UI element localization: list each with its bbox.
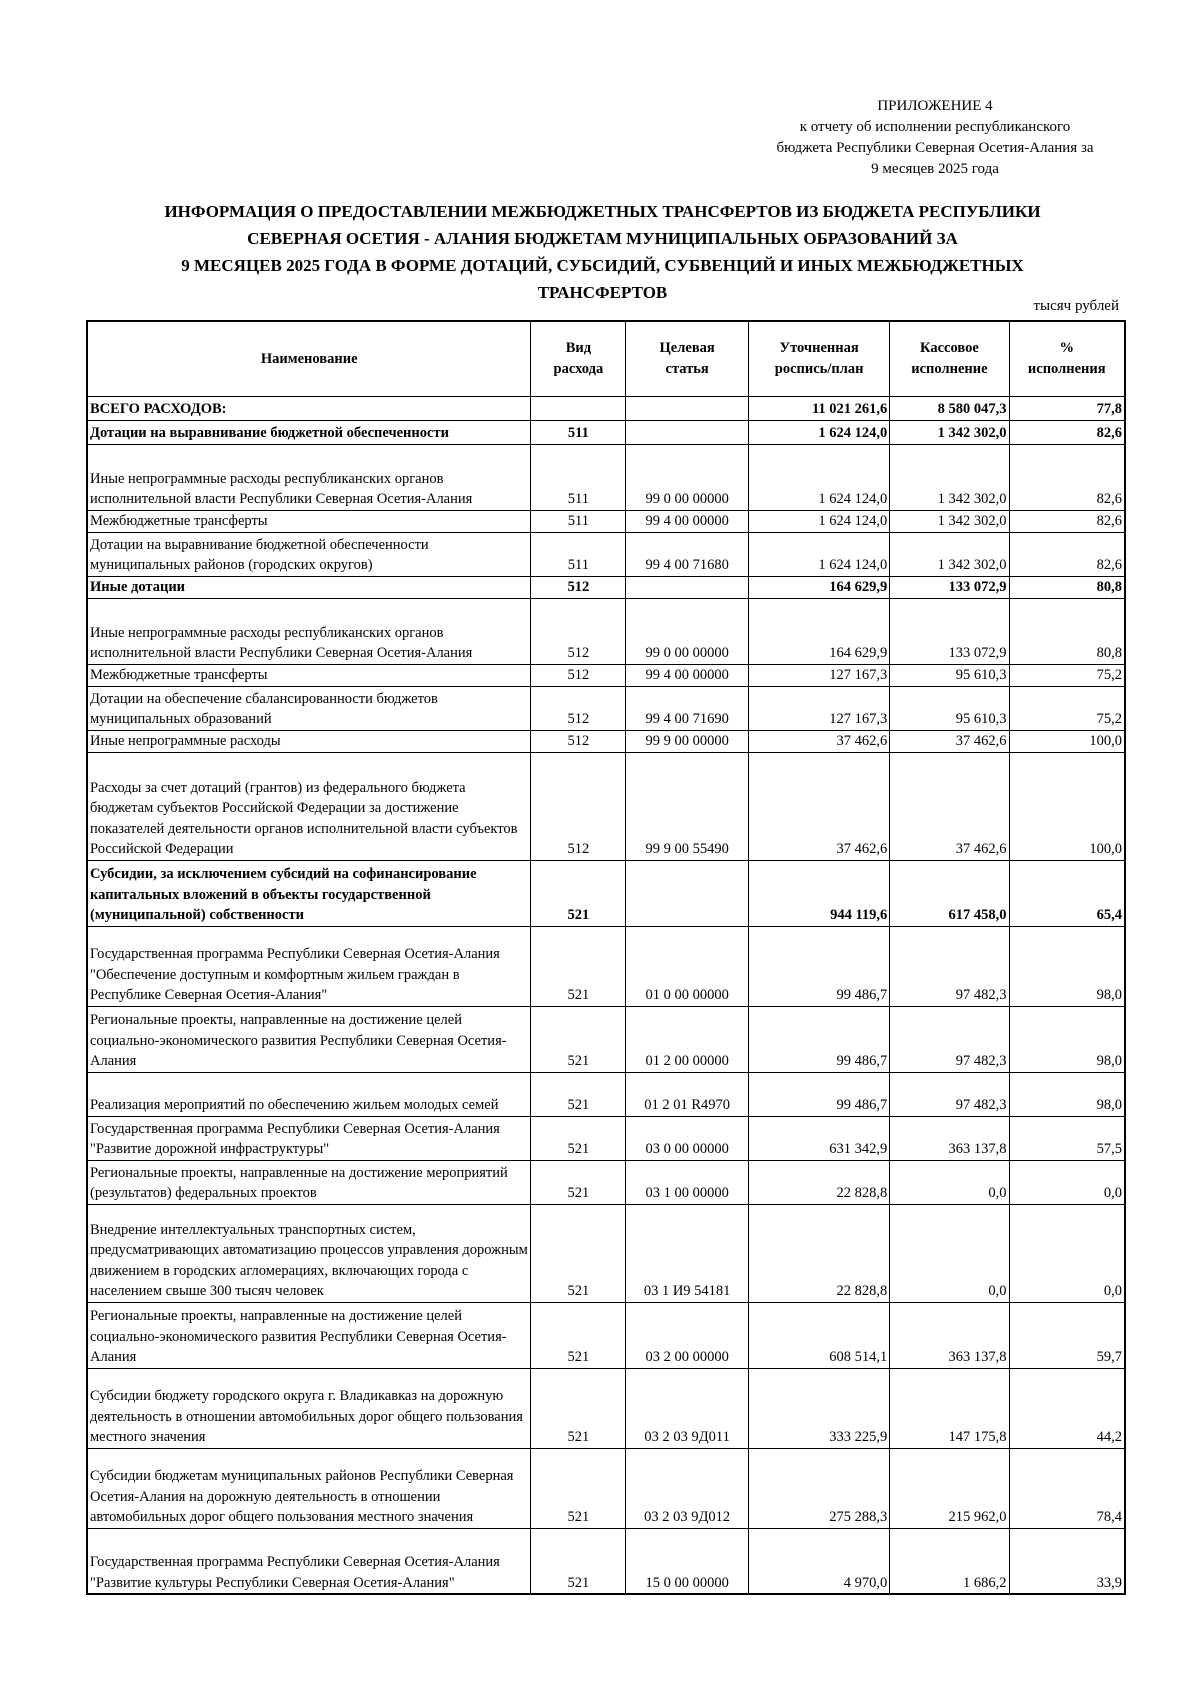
cell-pct: 33,9 xyxy=(1009,1528,1125,1594)
title-line: 9 МЕСЯЦЕВ 2025 ГОДА В ФОРМЕ ДОТАЦИЙ, СУБСИДИЙ, СУБВЕНЦИЙ И ИНЫХ МЕЖБЮДЖЕТНЫХ xyxy=(181,256,1024,275)
cell-name: Реализация мероприятий по обеспечению жильем молодых семей xyxy=(87,1072,531,1116)
table-row xyxy=(87,730,1125,752)
cell-name: Межбюджетные трансферты xyxy=(87,510,531,532)
cell-type: 512 xyxy=(531,686,626,730)
cell-article: 01 2 00 00000 xyxy=(626,1006,749,1072)
cell-name: Государственная программа Республики Северная Осетия-Алания "Развитие культуры Республики Северная Осетия-Алания" xyxy=(87,1528,531,1594)
cell-pct: 82,6 xyxy=(1009,510,1125,532)
table-row xyxy=(87,1448,1125,1528)
cell-plan: 164 629,9 xyxy=(748,576,889,598)
table-row xyxy=(87,1116,1125,1160)
table-row xyxy=(87,686,1125,730)
cell-pct: 100,0 xyxy=(1009,752,1125,860)
header-pct: % исполнения xyxy=(1009,321,1125,396)
header-exec: Кассовое исполнение xyxy=(890,321,1009,396)
cell-article: 99 4 00 00000 xyxy=(626,664,749,686)
cell-exec: 1 342 302,0 xyxy=(890,532,1009,576)
appendix-line: к отчету об исполнении республиканского xyxy=(799,119,1071,135)
cell-name: Субсидии бюджетам муниципальных районов Республики Северная Осетия-Алания на дорожную деятельность в отношении автомобильных дорог общего пользования местного значения xyxy=(87,1448,531,1528)
units-label: тысяч рублей xyxy=(1033,298,1119,314)
cell-type: 512 xyxy=(531,598,626,664)
cell-article: 03 0 00 00000 xyxy=(626,1116,749,1160)
cell-type xyxy=(531,396,626,420)
cell-type: 512 xyxy=(531,576,626,598)
cell-article: 03 2 03 9Д012 xyxy=(626,1448,749,1528)
cell-article: 99 0 00 00000 xyxy=(626,444,749,510)
cell-pct: 77,8 xyxy=(1009,396,1125,420)
cell-exec: 97 482,3 xyxy=(890,1006,1009,1072)
cell-name: Государственная программа Республики Северная Осетия-Алания "Развитие дорожной инфраструктуры" xyxy=(87,1116,531,1160)
table-row xyxy=(87,1528,1125,1594)
cell-pct: 0,0 xyxy=(1009,1204,1125,1302)
cell-article xyxy=(626,396,749,420)
cell-exec: 0,0 xyxy=(890,1160,1009,1204)
cell-name: Иные непрограммные расходы республиканских органов исполнительной власти Республики Северная Осетия-Алания xyxy=(87,444,531,510)
cell-plan: 99 486,7 xyxy=(748,1072,889,1116)
cell-name: Региональные проекты, направленные на достижение целей социально-экономического развития Республики Северная Осетия-Алания xyxy=(87,1302,531,1368)
cell-pct: 75,2 xyxy=(1009,664,1125,686)
cell-article: 99 4 00 00000 xyxy=(626,510,749,532)
cell-exec: 37 462,6 xyxy=(890,752,1009,860)
document-title xyxy=(80,198,1125,306)
cell-name: Дотации на выравнивание бюджетной обеспеченности xyxy=(87,420,531,444)
cell-name: Субсидии, за исключением субсидий на софинансирование капитальных вложений в объекты государственной (муниципальной) собственности xyxy=(87,860,531,926)
cell-name: Иные дотации xyxy=(87,576,531,598)
cell-pct: 78,4 xyxy=(1009,1448,1125,1528)
table-row xyxy=(87,532,1125,576)
table-row xyxy=(87,1072,1125,1116)
cell-plan: 4 970,0 xyxy=(748,1528,889,1594)
cell-type: 511 xyxy=(531,420,626,444)
cell-type: 511 xyxy=(531,510,626,532)
cell-exec: 133 072,9 xyxy=(890,598,1009,664)
table-row xyxy=(87,444,1125,510)
cell-type: 512 xyxy=(531,730,626,752)
cell-pct: 44,2 xyxy=(1009,1368,1125,1448)
cell-article xyxy=(626,576,749,598)
cell-exec: 97 482,3 xyxy=(890,1072,1009,1116)
cell-plan: 127 167,3 xyxy=(748,686,889,730)
cell-name: Дотации на обеспечение сбалансированности бюджетов муниципальных образований xyxy=(87,686,531,730)
cell-article: 99 4 00 71690 xyxy=(626,686,749,730)
header-type: Вид расхода xyxy=(531,321,626,396)
cell-article: 01 0 00 00000 xyxy=(626,926,749,1006)
table-header xyxy=(87,321,1125,396)
cell-exec: 0,0 xyxy=(890,1204,1009,1302)
cell-plan: 37 462,6 xyxy=(748,752,889,860)
cell-type: 521 xyxy=(531,1072,626,1116)
table-row xyxy=(87,1160,1125,1204)
cell-pct: 65,4 xyxy=(1009,860,1125,926)
cell-article: 99 9 00 00000 xyxy=(626,730,749,752)
cell-type: 511 xyxy=(531,532,626,576)
header-name: Наименование xyxy=(87,321,531,396)
cell-article: 99 4 00 71680 xyxy=(626,532,749,576)
cell-article: 01 2 01 R4970 xyxy=(626,1072,749,1116)
cell-pct: 98,0 xyxy=(1009,1072,1125,1116)
table-row xyxy=(87,664,1125,686)
cell-plan: 99 486,7 xyxy=(748,926,889,1006)
cell-article xyxy=(626,420,749,444)
cell-pct: 75,2 xyxy=(1009,686,1125,730)
table-row xyxy=(87,598,1125,664)
cell-name: Расходы за счет дотаций (грантов) из федерального бюджета бюджетам субъектов Российской Федерации за достижение показателей деятельности органов исполнительной власти субъектов Российской Федерации xyxy=(87,752,531,860)
cell-name: ВСЕГО РАСХОДОВ: xyxy=(87,396,531,420)
table-row xyxy=(87,1204,1125,1302)
cell-plan: 99 486,7 xyxy=(748,1006,889,1072)
cell-pct: 57,5 xyxy=(1009,1116,1125,1160)
cell-plan: 164 629,9 xyxy=(748,598,889,664)
table-row xyxy=(87,1302,1125,1368)
cell-name: Субсидии бюджету городского округа г. Владикавказ на дорожную деятельность в отношении автомобильных дорог общего пользования местного значения xyxy=(87,1368,531,1448)
cell-article: 99 9 00 55490 xyxy=(626,752,749,860)
cell-plan: 275 288,3 xyxy=(748,1448,889,1528)
cell-exec: 1 342 302,0 xyxy=(890,510,1009,532)
cell-article: 03 1 И9 54181 xyxy=(626,1204,749,1302)
cell-exec: 95 610,3 xyxy=(890,686,1009,730)
cell-name: Региональные проекты, направленные на достижение мероприятий (результатов) федеральных проектов xyxy=(87,1160,531,1204)
table-row xyxy=(87,576,1125,598)
title-line: ИНФОРМАЦИЯ О ПРЕДОСТАВЛЕНИИ МЕЖБЮДЖЕТНЫХ ТРАНСФЕРТОВ ИЗ БЮДЖЕТА РЕСПУБЛИКИ xyxy=(164,202,1041,221)
cell-name: Государственная программа Республики Северная Осетия-Алания "Обеспечение доступным и комфортным жильем граждан в Республике Северная Осетия-Алания" xyxy=(87,926,531,1006)
cell-plan: 1 624 124,0 xyxy=(748,510,889,532)
table-row xyxy=(87,860,1125,926)
cell-plan: 1 624 124,0 xyxy=(748,420,889,444)
cell-type: 521 xyxy=(531,1204,626,1302)
cell-exec: 617 458,0 xyxy=(890,860,1009,926)
cell-article: 15 0 00 00000 xyxy=(626,1528,749,1594)
cell-pct: 98,0 xyxy=(1009,1006,1125,1072)
cell-exec: 8 580 047,3 xyxy=(890,396,1009,420)
cell-exec: 1 342 302,0 xyxy=(890,420,1009,444)
cell-exec: 133 072,9 xyxy=(890,576,1009,598)
transfers-table xyxy=(86,320,1126,1595)
cell-exec: 147 175,8 xyxy=(890,1368,1009,1448)
cell-type: 521 xyxy=(531,1368,626,1448)
cell-name: Внедрение интеллектуальных транспортных систем, предусматривающих автоматизацию процессов управления дорожным движением в городских агломерациях, включающих города с населением свыше 300 тысяч человек xyxy=(87,1204,531,1302)
cell-type: 521 xyxy=(531,860,626,926)
cell-plan: 37 462,6 xyxy=(748,730,889,752)
cell-pct: 100,0 xyxy=(1009,730,1125,752)
cell-name: Иные непрограммные расходы республиканских органов исполнительной власти Республики Северная Осетия-Алания xyxy=(87,598,531,664)
cell-name: Межбюджетные трансферты xyxy=(87,664,531,686)
cell-pct: 82,6 xyxy=(1009,532,1125,576)
cell-exec: 37 462,6 xyxy=(890,730,1009,752)
cell-type: 521 xyxy=(531,1006,626,1072)
cell-pct: 59,7 xyxy=(1009,1302,1125,1368)
cell-pct: 98,0 xyxy=(1009,926,1125,1006)
cell-pct: 82,6 xyxy=(1009,444,1125,510)
cell-type: 521 xyxy=(531,1528,626,1594)
header-article: Целевая статья xyxy=(626,321,749,396)
appendix-line: ПРИЛОЖЕНИЕ 4 xyxy=(877,98,993,114)
cell-plan: 608 514,1 xyxy=(748,1302,889,1368)
cell-plan: 11 021 261,6 xyxy=(748,396,889,420)
cell-type: 521 xyxy=(531,1302,626,1368)
cell-type: 512 xyxy=(531,752,626,860)
cell-exec: 95 610,3 xyxy=(890,664,1009,686)
appendix-header xyxy=(740,96,1130,180)
cell-article: 03 2 00 00000 xyxy=(626,1302,749,1368)
cell-pct: 80,8 xyxy=(1009,598,1125,664)
cell-type: 521 xyxy=(531,1116,626,1160)
cell-exec: 363 137,8 xyxy=(890,1302,1009,1368)
cell-name: Иные непрограммные расходы xyxy=(87,730,531,752)
cell-plan: 1 624 124,0 xyxy=(748,444,889,510)
title-line: СЕВЕРНАЯ ОСЕТИЯ - АЛАНИЯ БЮДЖЕТАМ МУНИЦИПАЛЬНЫХ ОБРАЗОВАНИЙ ЗА xyxy=(247,229,958,248)
cell-exec: 1 342 302,0 xyxy=(890,444,1009,510)
cell-article: 99 0 00 00000 xyxy=(626,598,749,664)
cell-pct: 82,6 xyxy=(1009,420,1125,444)
cell-plan: 333 225,9 xyxy=(748,1368,889,1448)
table-row xyxy=(87,420,1125,444)
cell-plan: 22 828,8 xyxy=(748,1160,889,1204)
cell-type: 521 xyxy=(531,1160,626,1204)
cell-plan: 22 828,8 xyxy=(748,1204,889,1302)
cell-plan: 631 342,9 xyxy=(748,1116,889,1160)
cell-exec: 363 137,8 xyxy=(890,1116,1009,1160)
table-row xyxy=(87,926,1125,1006)
cell-name: Дотации на выравнивание бюджетной обеспеченности муниципальных районов (городских округов) xyxy=(87,532,531,576)
cell-type: 512 xyxy=(531,664,626,686)
cell-article xyxy=(626,860,749,926)
cell-type: 511 xyxy=(531,444,626,510)
table-row xyxy=(87,752,1125,860)
title-line: ТРАНСФЕРТОВ xyxy=(537,283,668,302)
cell-exec: 97 482,3 xyxy=(890,926,1009,1006)
cell-exec: 1 686,2 xyxy=(890,1528,1009,1594)
table-row xyxy=(87,396,1125,420)
table-row xyxy=(87,1006,1125,1072)
cell-plan: 127 167,3 xyxy=(748,664,889,686)
cell-pct: 0,0 xyxy=(1009,1160,1125,1204)
cell-pct: 80,8 xyxy=(1009,576,1125,598)
table-row xyxy=(87,1368,1125,1448)
cell-type: 521 xyxy=(531,926,626,1006)
cell-name: Региональные проекты, направленные на достижение целей социально-экономического развития Республики Северная Осетия-Алания xyxy=(87,1006,531,1072)
cell-type: 521 xyxy=(531,1448,626,1528)
appendix-line: бюджета Республики Северная Осетия-Алания за xyxy=(776,140,1094,156)
header-plan: Уточненная роспись/план xyxy=(748,321,889,396)
cell-article: 03 1 00 00000 xyxy=(626,1160,749,1204)
table-row xyxy=(87,510,1125,532)
cell-exec: 215 962,0 xyxy=(890,1448,1009,1528)
cell-plan: 1 624 124,0 xyxy=(748,532,889,576)
appendix-line: 9 месяцев 2025 года xyxy=(871,161,999,177)
cell-article: 03 2 03 9Д011 xyxy=(626,1368,749,1448)
cell-plan: 944 119,6 xyxy=(748,860,889,926)
